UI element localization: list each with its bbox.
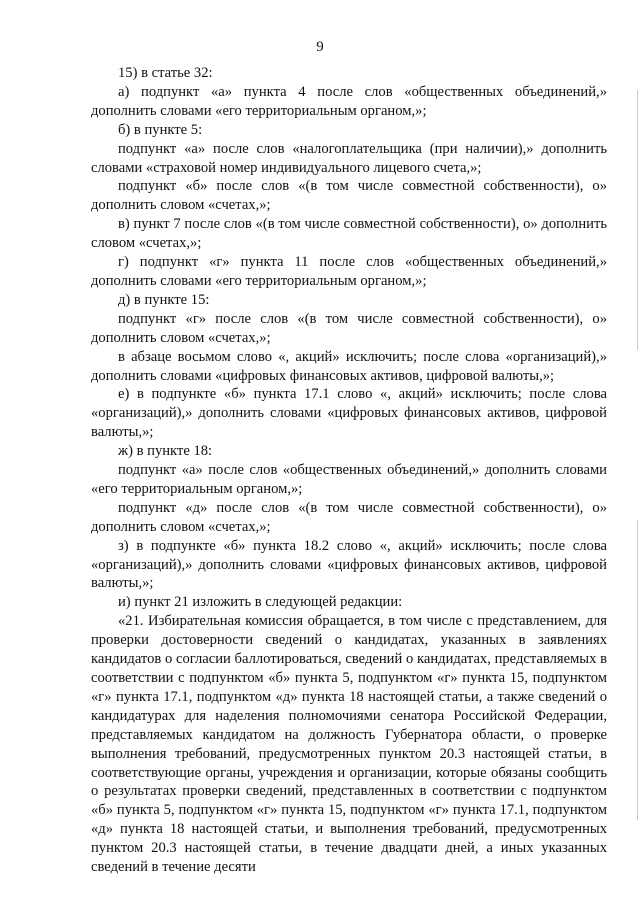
- page-number: 9: [316, 39, 324, 55]
- paragraph-item-z: з) в подпункте «б» пункта 18.2 слово «, акций» исключить; после слова «организаций),» дополнить словами «цифровых финансовых активов, цифровой валюты,»;: [91, 537, 607, 592]
- paragraph-item-zh-heading: ж) в пункте 18:: [118, 443, 213, 460]
- paragraph-subitem-a-18: подпункт «а» после слов «общественных объединений,» дополнить словами «его территориальным органом,»;: [91, 462, 607, 497]
- paragraph-item-e: е) в подпункте «б» пункта 17.1 слово «, акций» исключить; после слова «организаций),» дополнить словами «цифровых финансовых активов, цифровой валюты,»;: [91, 386, 607, 441]
- paragraph-item-g: г) подпункт «г» пункта 11 после слов «общественных объединений,» дополнить словами «его территориальным органом,»;: [91, 254, 607, 289]
- paragraph-item-a: а) подпункт «а» пункта 4 после слов «общественных объединений,» дополнить словами «его территориальным органом,»;: [91, 83, 607, 119]
- paragraph-subitem-g: подпункт «г» после слов «(в том числе совместной собственности), о» дополнить словом «счетах,»;: [91, 310, 607, 346]
- paragraph-subitem-d-18: подпункт «д» после слов «(в том числе совместной собственности), о» дополнить словом «счетах,»;: [91, 499, 607, 535]
- paragraph-item-v: в) пункт 7 после слов «(в том числе совместной собственности), о» дополнить словом «счетах,»;: [91, 216, 607, 252]
- scan-edge-mark: [637, 90, 638, 350]
- paragraph-quoted-article-21: «21. Избирательная комиссия обращается, в том числе с представлением, для проверки достоверности сведений о кандидатах, указанных в заявлениях кандидатов о согласии баллотироваться, сведений о кандидатах, представляемых в соответствии с подпунктом «б» пункта 5, подпунктом «г» пункта 15, подпунктом «г» пункта 17.1, подпунктом «д» пункта 18 настоящей статьи, а также сведений о кандидатурах для наделения полномочиями сенатора Российской Федерации, представляемых кандидатом на должность Губернатора области, о проверке выполнения требований, предусмотренных пунктом 20.3 настоящей статьи, в соответствующие органы, учреждения и организации, которые обязаны сообщить о результатах проверки сведений, представленных в соответствии с подпунктом «б» пункта 5, подпунктом «г» пункта 15, подпунктом «г» пункта 17.1, подпунктом «д» пункта 18 настоящей статьи, и выполнения требований, предусмотренных пунктом 20.3 настоящей статьи, в течение двадцати дней, а иных указанных сведений в течение десяти: [91, 613, 607, 876]
- paragraph-item-d-heading: д) в пункте 15:: [118, 291, 210, 308]
- paragraph-item-b-heading: б) в пункте 5:: [118, 121, 203, 138]
- paragraph-item-i: и) пункт 21 изложить в следующей редакции:: [118, 594, 403, 611]
- scan-edge-mark: [637, 520, 638, 820]
- document-body: [91, 64, 607, 877]
- paragraph-subitem-b: подпункт «б» после слов «(в том числе совместной собственности), о» дополнить словом «счетах,»;: [91, 178, 607, 214]
- paragraph-subitem-a: подпункт «а» после слов «налогоплательщика (при наличии),» дополнить словами «страховой номер индивидуального лицевого счета,»;: [91, 140, 607, 176]
- paragraph-item-15-heading: 15) в статье 32:: [118, 65, 213, 81]
- paragraph-abzac-eighth: в абзаце восьмом слово «, акций» исключить; после слова «организаций),» дополнить словами «цифровых финансовых активов, цифровой валюты,»;: [91, 348, 607, 384]
